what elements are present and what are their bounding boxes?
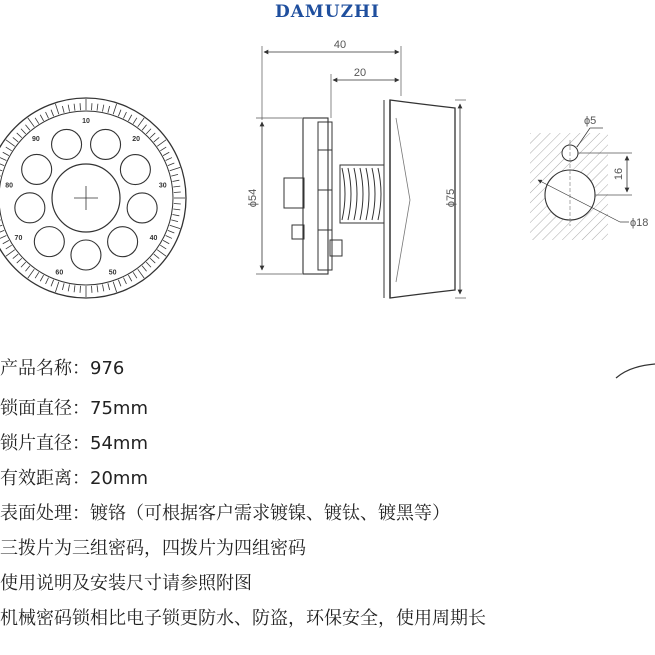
dim-hole-spacing: 16: [613, 167, 625, 181]
dial-number: 90: [31, 136, 40, 144]
dial-front-view: [0, 98, 186, 298]
spring-coil: [366, 168, 369, 220]
spring-coil: [342, 168, 345, 220]
spec-line-3: 锁片直径：54mm: [0, 433, 148, 454]
lock-cam: [284, 178, 304, 208]
spring-coil: [372, 168, 375, 220]
dim-plate-diameter: ϕ54: [247, 188, 259, 208]
lock-plate: [303, 118, 328, 274]
dial-number: 40: [149, 235, 158, 242]
spring-housing: [340, 165, 384, 223]
spec-line-6: 三拨片为三组密码，四拨片为四组密码: [0, 538, 306, 559]
dial-number: 70: [14, 235, 23, 242]
lock-spring: [342, 168, 381, 220]
brand-logo: DAMUZHI: [275, 2, 380, 22]
spring-coil: [354, 168, 357, 220]
dial-finger-hole: [15, 193, 45, 223]
dial-number: 30: [158, 182, 167, 190]
spec-line-1: 产品名称：976: [0, 358, 125, 379]
spec-line-7: 使用说明及安装尺寸请参照附图: [0, 573, 252, 594]
spring-coil: [348, 168, 351, 220]
spec-line-5: 表面处理：镀铬（可根据客户需求镀镍、镀钛、镀黑等）: [0, 503, 450, 524]
spec-line-8: 机械密码锁相比电子锁更防水、防盗，环保安全，使用周期长: [0, 608, 486, 629]
dim-total-length: 40: [333, 39, 347, 51]
dial-finger-hole: [91, 129, 121, 159]
spec-line-4: 有效距离：20mm: [0, 468, 148, 489]
dial-finger-hole: [127, 193, 157, 223]
dim-small-hole: ϕ5: [584, 115, 597, 127]
dial-number: 20: [132, 136, 141, 144]
dim-face-diameter: ϕ75: [445, 188, 457, 208]
dial-number: 80: [5, 182, 14, 190]
dial-number: 60: [55, 269, 64, 277]
spring-coil: [360, 168, 363, 220]
dial-finger-hole: [22, 154, 52, 184]
spring-coil: [378, 168, 381, 220]
dial-finger-hole: [52, 129, 82, 159]
dial-number: 10: [82, 118, 90, 125]
dial-finger-hole: [34, 227, 64, 257]
dial-finger-hole: [120, 155, 150, 185]
dim-effective-distance: 20: [353, 67, 367, 79]
dim-large-hole: ϕ18: [630, 217, 649, 229]
lock-screw-head: [292, 225, 304, 239]
dial-finger-hole: [108, 227, 138, 257]
spec-line-2: 锁面直径：75mm: [0, 398, 148, 419]
mounting-hole-view: [530, 115, 648, 240]
dial-finger-hole: [71, 240, 101, 270]
lock-side-view: [247, 39, 466, 298]
dial-number: 50: [108, 269, 117, 277]
